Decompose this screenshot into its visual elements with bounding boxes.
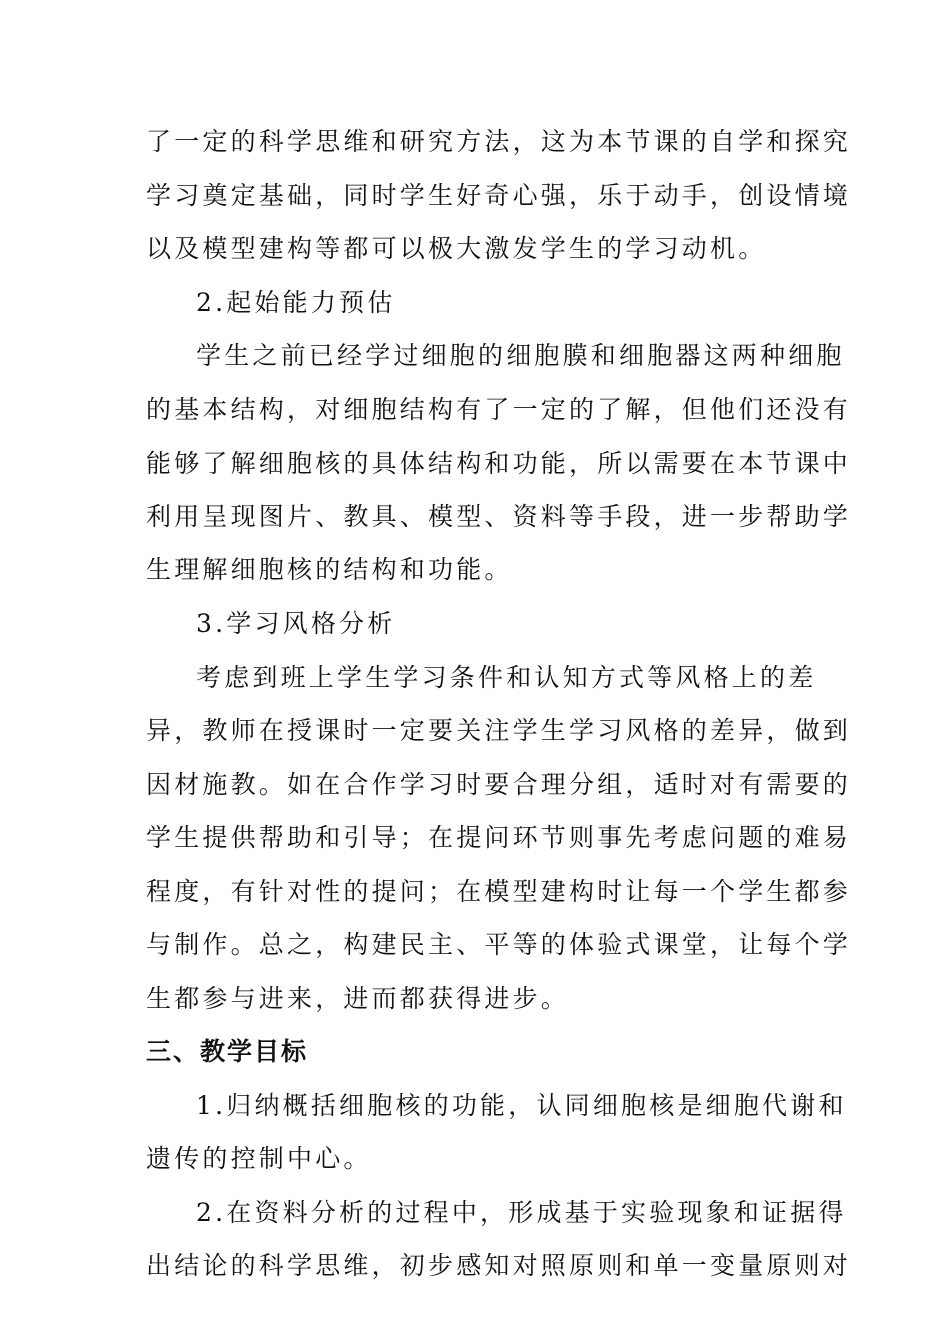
section-heading: 三、教学目标 bbox=[146, 1037, 309, 1066]
body-text-line: 学生提供帮助和引导；在提问环节则事先考虑问题的难易 bbox=[146, 823, 852, 852]
body-text-line: 出结论的科学思维，初步感知对照原则和单一变量原则对 bbox=[146, 1251, 852, 1280]
body-text-line: 利用呈现图片、教具、模型、资料等手段，进一步帮助学 bbox=[146, 502, 852, 531]
body-text-line: 学习奠定基础，同时学生好奇心强，乐于动手，创设情境 bbox=[146, 181, 852, 210]
body-text-line: 1.归纳概括细胞核的功能，认同细胞核是细胞代谢和 bbox=[196, 1091, 847, 1120]
body-text-line: 程度，有针对性的提问；在模型建构时让每一个学生都参 bbox=[146, 877, 852, 906]
body-text-line: 生都参与进来，进而都获得进步。 bbox=[146, 984, 570, 1013]
body-text-line: 遗传的控制中心。 bbox=[146, 1144, 372, 1173]
body-text-line: 能够了解细胞核的具体结构和功能，所以需要在本节课中 bbox=[146, 449, 852, 478]
body-text-line: 生理解细胞核的结构和功能。 bbox=[146, 555, 513, 584]
body-text-line: 异，教师在授课时一定要关注学生学习风格的差异，做到 bbox=[146, 716, 852, 745]
body-text-line: 与制作。总之，构建民主、平等的体验式课堂，让每个学 bbox=[146, 930, 852, 959]
subsection-heading: 2.起始能力预估 bbox=[196, 288, 396, 317]
body-text-line: 的基本结构，对细胞结构有了一定的了解，但他们还没有 bbox=[146, 395, 852, 424]
body-text-line: 2.在资料分析的过程中，形成基于实验现象和证据得 bbox=[196, 1198, 847, 1227]
body-text-line: 考虑到班上学生学习条件和认知方式等风格上的差 bbox=[196, 663, 817, 692]
body-text-line: 以及模型建构等都可以极大激发学生的学习动机。 bbox=[146, 234, 767, 263]
body-text-line: 学生之前已经学过细胞的细胞膜和细胞器这两种细胞 bbox=[196, 341, 845, 370]
subsection-heading: 3.学习风格分析 bbox=[196, 609, 396, 638]
body-text-line: 因材施教。如在合作学习时要合理分组，适时对有需要的 bbox=[146, 770, 852, 799]
body-text-line: 了一定的科学思维和研究方法，这为本节课的自学和探究 bbox=[146, 127, 852, 156]
